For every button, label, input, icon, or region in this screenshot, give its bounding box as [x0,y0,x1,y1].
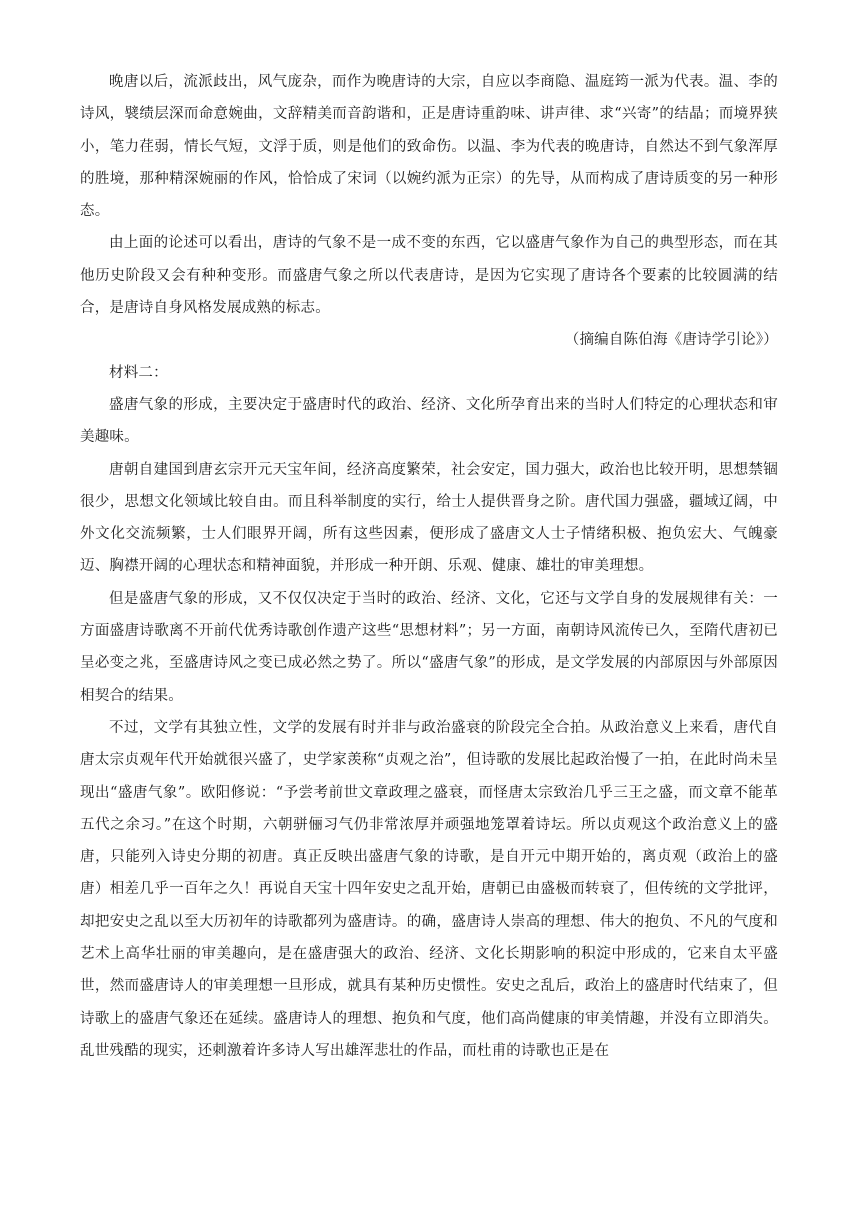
paragraph-late-tang: 晚唐以后，流派歧出，风气庞杂，而作为晚唐诗的大宗，自应以李商隐、温庭筠一派为代表。温、李的诗风，襞绩层深而命意婉曲，文辞精美而音韵谐和，正是唐诗重韵味、讲声律、求“兴寄”的结晶；而境界狭小，笔力荏弱，情长气短，文浮于质，则是他们的致命伤。以温、李为代表的晚唐诗，自然达不到气象浑厚的胜境，那种精深婉丽的作风，恰恰成了宋词（以婉约派为正宗）的先导，从而构成了唐诗质变的另一种形态。 [80,74,778,220]
document-page [80,66,778,1067]
paragraph-tang-dynasty: 唐朝自建国到唐玄宗开元天宝年间，经济高度繁荣，社会安定，国力强大，政治也比较开明，思想禁锢很少，思想文化领域比较自由。而且科举制度的实行，给士人提供晋身之阶。唐代国力强盛，疆域辽阔，中外文化交流频繁，士人们眼界开阔，所有这些因素，便形成了盛唐文人士子情绪积极、抱负宏大、气魄豪迈、胸襟开阔的心理状态和精神面貌，并形成一种开朗、乐观、健康、雄壮的审美理想。 [80,461,778,575]
paragraph-independence: 不过，文学有其独立性，文学的发展有时并非与政治盛衰的阶段完全合拍。从政治意义上来看，唐代自唐太宗贞观年代开始就很兴盛了，史学家羡称“贞观之治”，但诗歌的发展比起政治慢了一拍，在此时尚未呈现出“盛唐气象”。欧阳修说：“予尝考前世文章政理之盛衰，而怪唐太宗致治几乎三王之盛，而文章不能革五代之余习。”在这个时期，六朝骈俪习气仍非常浓厚并顽强地笼罩着诗坛。所以贞观这个政治意义上的盛唐，只能列入诗史分期的初唐。真正反映出盛唐气象的诗歌，是自开元中期开始的，离贞观（政治上的盛唐）相差几乎一百年之久！再说自天宝十四年安史之乱开始，唐朝已由盛极而转衰了，但传统的文学批评，却把安史之乱以至大历初年的诗歌都列为盛唐诗。的确，盛唐诗人崇高的理想、伟大的抱负、不凡的气度和艺术上高华壮丽的审美趣向，是在盛唐强大的政治、经济、文化长期影响的积淀中形成的，它来自太平盛世，然而盛唐诗人的审美理想一旦形成，就具有某种历史惯性。安史之乱后，政治上的盛唐时代结束了，但诗歌上的盛唐气象还在延续。盛唐诗人的理想、抱负和气度，他们高尚健康的审美情趣，并没有立即消失。乱世残酷的现实，还刺激着许多诗人写出雄浑悲壮的作品，而杜甫的诗歌也正是在 [80,719,778,1059]
paragraph-literary-law: 但是盛唐气象的形成，又不仅仅决定于当时的政治、经济、文化，它还与文学自身的发展规律有关：一方面盛唐诗歌离不开前代优秀诗歌创作遗产这些“思想材料”；另一方面，南朝诗风流传已久，至隋代唐初已呈必变之兆，至盛唐诗风之变已成必然之势了。所以“盛唐气象”的形成，是文学发展的内部原因与外部原因相契合的结果。 [80,590,778,704]
paragraph-conclusion: 由上面的论述可以看出，唐诗的气象不是一成不变的东西，它以盛唐气象作为自己的典型形态，而在其他历史阶段又会有种种变形。而盛唐气象之所以代表唐诗，是因为它实现了唐诗各个要素的比较圆满的结合，是唐诗自身风格发展成熟的标志。 [80,235,778,317]
paragraph-formation: 盛唐气象的形成，主要决定于盛唐时代的政治、经济、文化所孕育出来的当时人们特定的心理状态和审美趣味。 [80,396,778,446]
source-citation: （摘编自陈伯海《唐诗学引论》） [564,332,778,349]
material-two-label: 材料二： [109,364,168,381]
